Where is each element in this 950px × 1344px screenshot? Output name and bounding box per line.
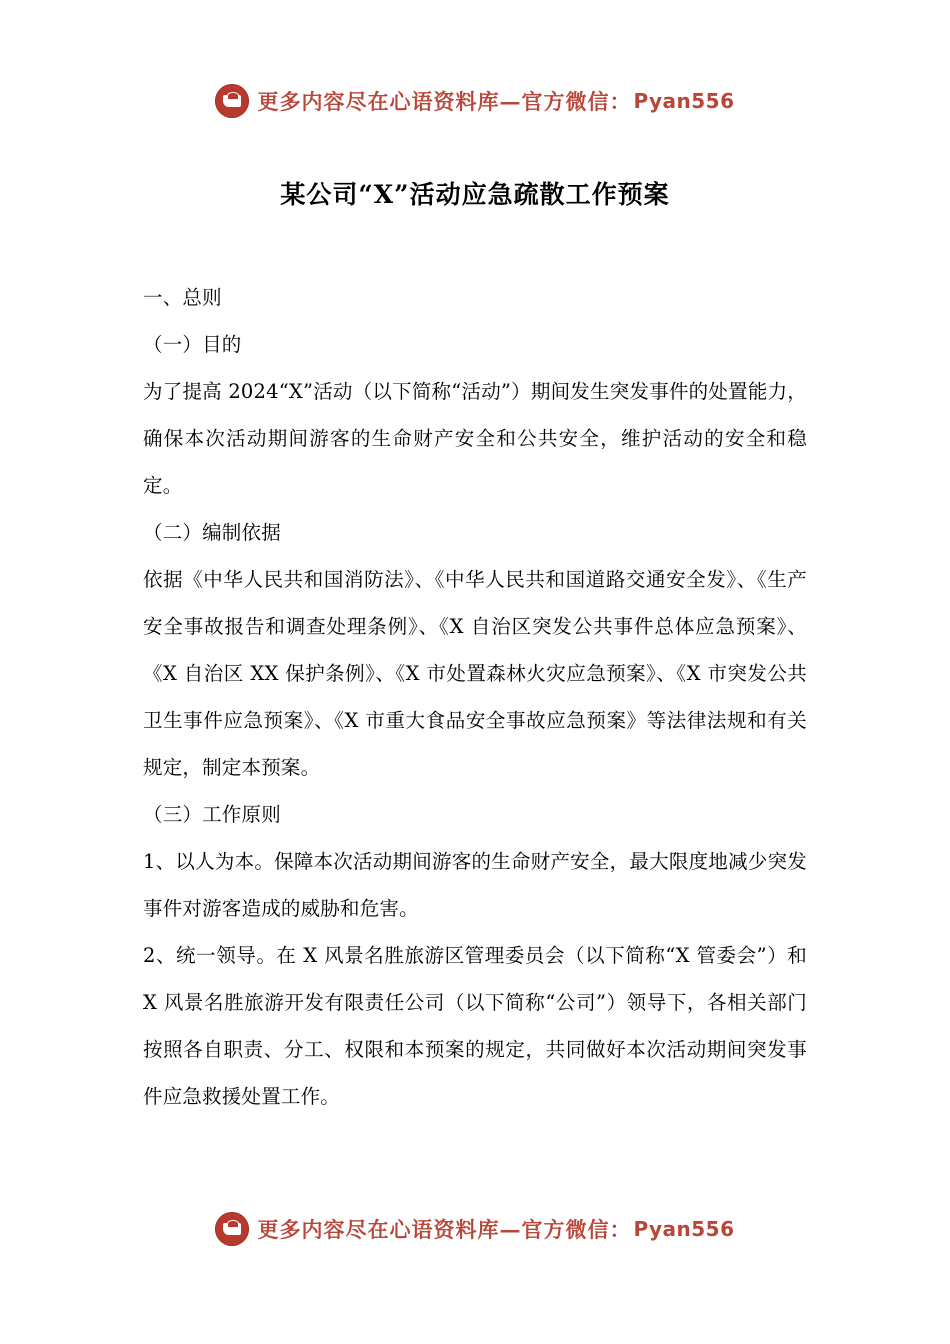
section-heading-zongze: 一、总则: [143, 286, 222, 309]
paragraph-bianzhiyiju: 依据《中华人民共和国消防法》、《中华人民共和国道路交通安全发》、《生产安全事故报告和调查处理条例》、《X 自治区突发公共事件总体应急预案》、《X 自治区 XX 保护条例》、《X 市处置森林火灾应急预案》、《X 市突发公共卫生事件应急预案》、《X 市重大食品安全事故应急预案》等法律法规和有关规定，制定本预案。: [143, 568, 807, 779]
section-heading-mudi: （一）目的: [143, 333, 242, 356]
watermark-text-cn: 更多内容尽在心语资料库—官方微信：: [257, 89, 632, 114]
watermark-text-id: Pyan556: [633, 89, 735, 113]
page-title: 某公司“X”活动应急疏散工作预案: [280, 180, 670, 209]
section-heading-gongzuoyuanze: （三）工作原则: [143, 803, 281, 826]
document-content: [143, 274, 807, 1120]
section-heading-bianzhiyiju: （二）编制依据: [143, 521, 281, 544]
paragraph-tongyilingdao: 2、统一领导。在 X 风景名胜旅游区管理委员会（以下简称“X 管委会”）和 X 风景名胜旅游开发有限责任公司（以下简称“公司”）领导下，各相关部门按照各自职责、分工、权限和本预案的规定，共同做好本次活动期间突发事件应急救援处置工作。: [143, 944, 807, 1108]
paragraph-yirenweiben: 1、以人为本。保障本次活动期间游客的生命财产安全，最大限度地减少突发事件对游客造成的威胁和危害。: [143, 850, 807, 920]
circle-logo-icon: [215, 1212, 249, 1246]
watermark-text-id: Pyan556: [633, 1217, 735, 1241]
watermark-bottom: [0, 1212, 950, 1246]
document-body: [143, 0, 807, 1120]
watermark-text-cn: 更多内容尽在心语资料库—官方微信：: [257, 1217, 632, 1242]
paragraph-mudi: 为了提高 2024“X”活动（以下简称“活动”）期间发生突发事件的处置能力，确保本次活动期间游客的生命财产安全和公共安全，维护活动的安全和稳定。: [143, 380, 807, 497]
